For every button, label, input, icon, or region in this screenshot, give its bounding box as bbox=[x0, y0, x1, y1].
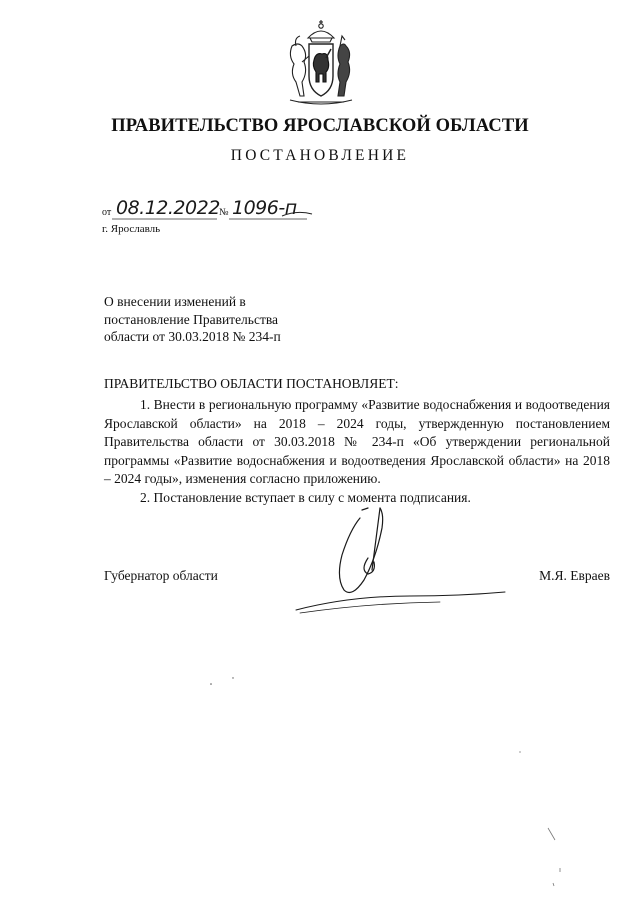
paragraph-2: 2. Постановление вступает в силу с момента подписания. bbox=[140, 489, 471, 505]
government-title: ПРАВИТЕЛЬСТВО ЯРОСЛАВСКОЙ ОБЛАСТИ bbox=[111, 116, 529, 136]
document-subject bbox=[104, 293, 281, 346]
number-handwritten: 1096-п bbox=[232, 197, 297, 219]
date-underline bbox=[102, 196, 342, 224]
number-sign: № bbox=[219, 207, 229, 218]
signer-name: М.Я. Евраев bbox=[539, 568, 610, 583]
date-number-line bbox=[102, 196, 342, 224]
city-label: г. Ярославль bbox=[102, 223, 161, 235]
resolves-heading: ПРАВИТЕЛЬСТВО ОБЛАСТИ ПОСТАНОВЛЯЕТ: bbox=[104, 376, 399, 391]
handwritten-signature bbox=[290, 500, 510, 625]
subject-line: О внесении изменений в bbox=[104, 294, 246, 309]
paragraph-1: 1. Внести в региональную программу «Развитие водоснабжения и водоотведения Ярославской области» на 2018 – 2024 годы, утвержденную постановлением Правительства области от 30.03.2018 № 234-п «Об утверждении региональной программы «Развитие водоснабжения и водоотведения Ярославской области» на 2018 – 2024 годы», изменения согласно приложению. bbox=[104, 397, 610, 486]
body-text bbox=[104, 396, 610, 507]
document-type: ПОСТАНОВЛЕНИЕ bbox=[230, 147, 410, 164]
signer-position: Губернатор области bbox=[104, 568, 218, 583]
date-handwritten: 08.12.2022 bbox=[116, 197, 220, 219]
from-label: от bbox=[102, 207, 112, 218]
yaroslavl-coat-of-arms-icon bbox=[278, 16, 364, 108]
subject-line: области от 30.03.2018 № 234-п bbox=[104, 329, 281, 344]
subject-line: постановление Правительства bbox=[104, 311, 279, 327]
